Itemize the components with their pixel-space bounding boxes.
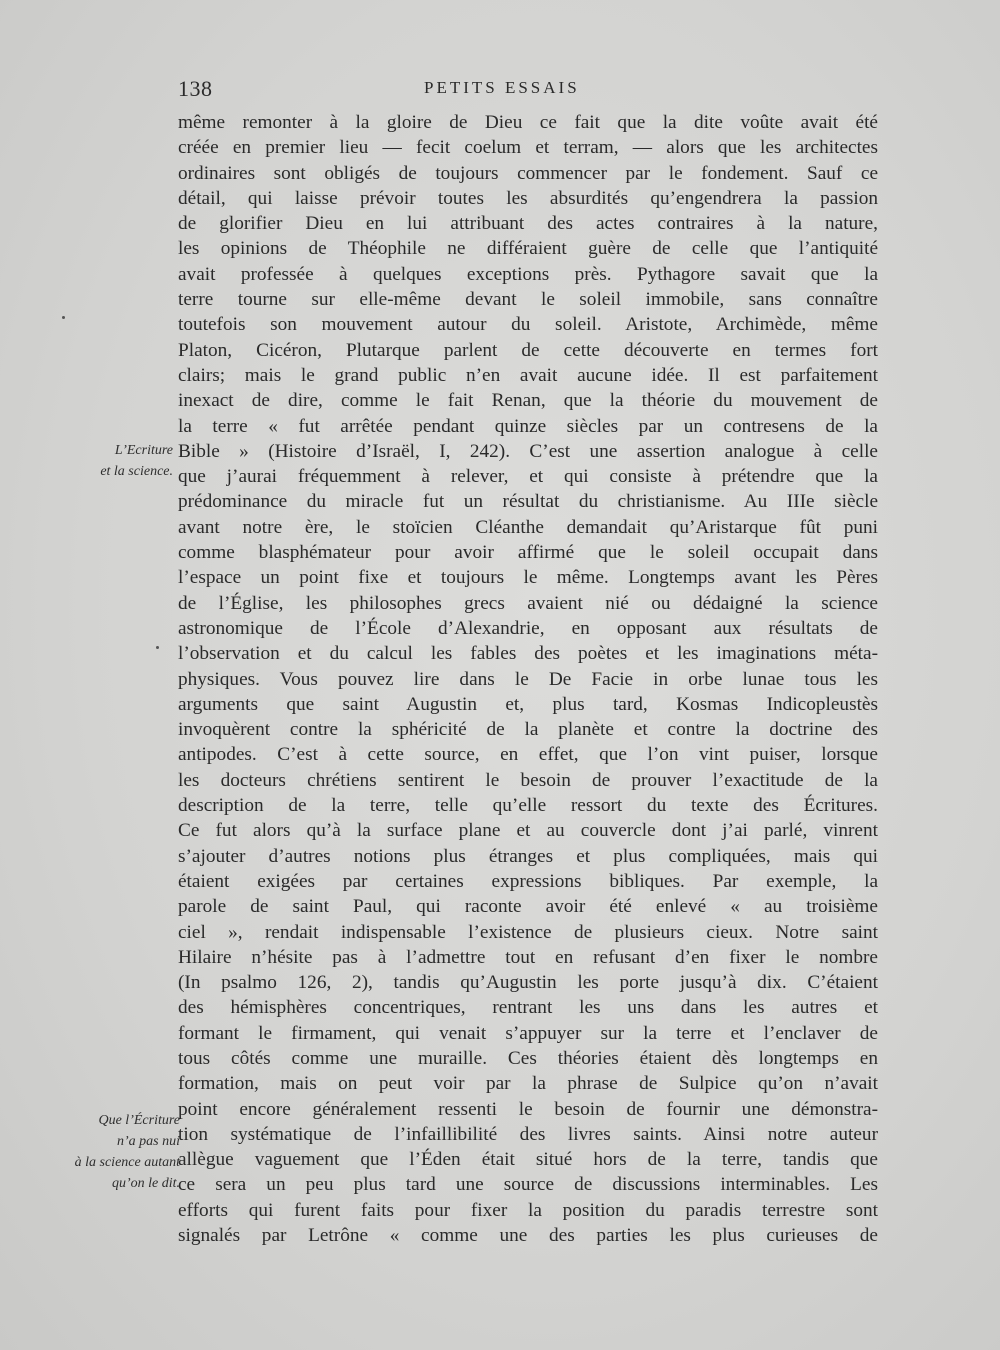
- text-line: les opinions de Théophile ne différaient guère de celle que l’antiquité: [178, 238, 878, 260]
- running-title: PETITS ESSAIS: [424, 78, 580, 97]
- marginal-note: [40, 440, 173, 482]
- text-line: de l’Église, les philosophes grecs avaient nié ou dédaigné la science: [178, 592, 878, 614]
- text-line: physiques. Vous pouvez lire dans le De Facie in orbe lunae tous les: [178, 668, 878, 690]
- text-line: inexact de dire, comme le fait Renan, que la théorie du mouvement de: [178, 390, 878, 412]
- text-line: ce sera un peu plus tard une source de discussions interminables. Les: [178, 1174, 878, 1196]
- text-line: la terre « fut arrêtée pendant quinze siècles par un contresens de la: [178, 415, 878, 437]
- text-line: de glorifier Dieu en lui attribuant des actes contraires à la nature,: [178, 213, 878, 235]
- text-line: avait professée à quelques exceptions près. Pythagore savait que la: [178, 263, 878, 285]
- body-text: [178, 110, 878, 1248]
- marginal-note-line: n’a pas nui: [117, 1134, 180, 1149]
- text-line: Bible » (Histoire d’Israël, I, 242). C’est une assertion analogue à celle: [178, 440, 878, 462]
- text-line: Ce fut alors qu’à la surface plane et au couvercle dont j’ai parlé, vinrent: [178, 820, 878, 842]
- text-line: l’espace un point fixe et toujours le même. Longtemps avant les Pères: [178, 567, 878, 589]
- text-line: s’ajouter d’autres notions plus étranges et plus compliquées, mais qui: [178, 845, 878, 867]
- text-line: point encore généralement ressenti le besoin de fournir une démonstra-: [178, 1098, 878, 1120]
- text-line: Hilaire n’hésite pas à l’admettre tout en refusant d’en fixer le nombre: [178, 946, 878, 968]
- text-line: des hémisphères concentriques, rentrant les uns dans les autres et: [178, 997, 878, 1019]
- text-line: prédominance du miracle fut un résultat du christianisme. Au IIIe siècle: [178, 491, 878, 513]
- text-line: créée en premier lieu — fecit coelum et terram, — alors que les architectes: [178, 137, 878, 159]
- text-line: efforts qui furent faits pour fixer la position du paradis terrestre sont: [178, 1199, 878, 1221]
- marginal-note-line: Que l’Écriture: [98, 1113, 180, 1128]
- text-line: avant notre ère, le stoïcien Cléanthe demandait qu’Aristarque fût puni: [178, 516, 878, 538]
- text-line: toutefois son mouvement autour du soleil. Aristote, Archimède, même: [178, 314, 878, 336]
- text-line: astronomique de l’École d’Alexandrie, en opposant aux résultats de: [178, 617, 878, 639]
- marginal-note-line: à la science autant: [74, 1155, 180, 1170]
- text-line: signalés par Letrône « comme une des parties les plus curieuses de: [178, 1225, 878, 1247]
- text-line: formant le firmament, qui venait s’appuyer sur la terre et l’enclaver de: [178, 1022, 878, 1044]
- running-head: [178, 74, 878, 102]
- text-line: allègue vaguement que l’Éden était situé hors de la terre, tandis que: [178, 1149, 878, 1171]
- text-line: terre tourne sur elle-même devant le soleil immobile, sans connaître: [178, 289, 878, 311]
- text-line: arguments que saint Augustin et, plus tard, Kosmas Indicopleustès: [178, 693, 878, 715]
- text-line: tion systématique de l’infaillibilité des livres saints. Ainsi notre auteur: [178, 1123, 878, 1145]
- text-line: Platon, Cicéron, Plutarque parlent de cette découverte en termes fort: [178, 339, 878, 361]
- text-line: même remonter à la gloire de Dieu ce fait que la dite voûte avait été: [178, 112, 878, 133]
- text-line: comme blasphémateur pour avoir affirmé que le soleil occupait dans: [178, 542, 878, 564]
- text-line: étaient exigées par certaines expressions bibliques. Par exemple, la: [178, 870, 878, 892]
- text-line: antipodes. C’est à cette source, en effet, que l’on vint puiser, lorsque: [178, 744, 878, 766]
- text-line: clairs; mais le grand public n’en avait aucune idée. Il est parfaitement: [178, 364, 878, 386]
- text-line: tous côtés comme une muraille. Ces théories étaient dès longtemps en: [178, 1047, 878, 1069]
- paper-speck: [62, 316, 65, 319]
- paper-speck: [156, 646, 159, 649]
- text-line: invoquèrent contre la sphéricité de la planète et contre la doctrine des: [178, 719, 878, 741]
- text-line: description de la terre, telle qu’elle ressort du texte des Écritures.: [178, 795, 878, 817]
- marginal-note-line: L’Ecriture: [114, 443, 173, 458]
- marginal-note: [30, 1110, 180, 1194]
- text-line: parole de saint Paul, qui raconte avoir été enlevé « au troisième: [178, 896, 878, 918]
- marginal-note-line: et la science.: [100, 464, 173, 479]
- text-line: l’observation et du calcul les fables des poètes et les imaginations méta-: [178, 643, 878, 665]
- text-line: les docteurs chrétiens sentirent le besoin de prouver l’exactitude de la: [178, 769, 878, 791]
- text-line: (In psalmo 126, 2), tandis qu’Augustin les porte jusqu’à dix. C’étaient: [178, 972, 878, 994]
- page-number: 138: [178, 76, 213, 101]
- text-line: que j’aurai fréquemment à relever, et qui consiste à prétendre que la: [178, 466, 878, 488]
- text-line: détail, qui laisse prévoir toutes les absurdités qu’engendrera la passion: [178, 187, 878, 209]
- text-line: formation, mais on peut voir par la phrase de Sulpice qu’on n’avait: [178, 1073, 878, 1095]
- text-line: ordinaires sont obligés de toujours commencer par le fondement. Sauf ce: [178, 162, 878, 184]
- text-line: ciel », rendait indispensable l’existence de plusieurs cieux. Notre saint: [178, 921, 878, 943]
- marginal-note-line: qu’on le dit.: [111, 1176, 180, 1191]
